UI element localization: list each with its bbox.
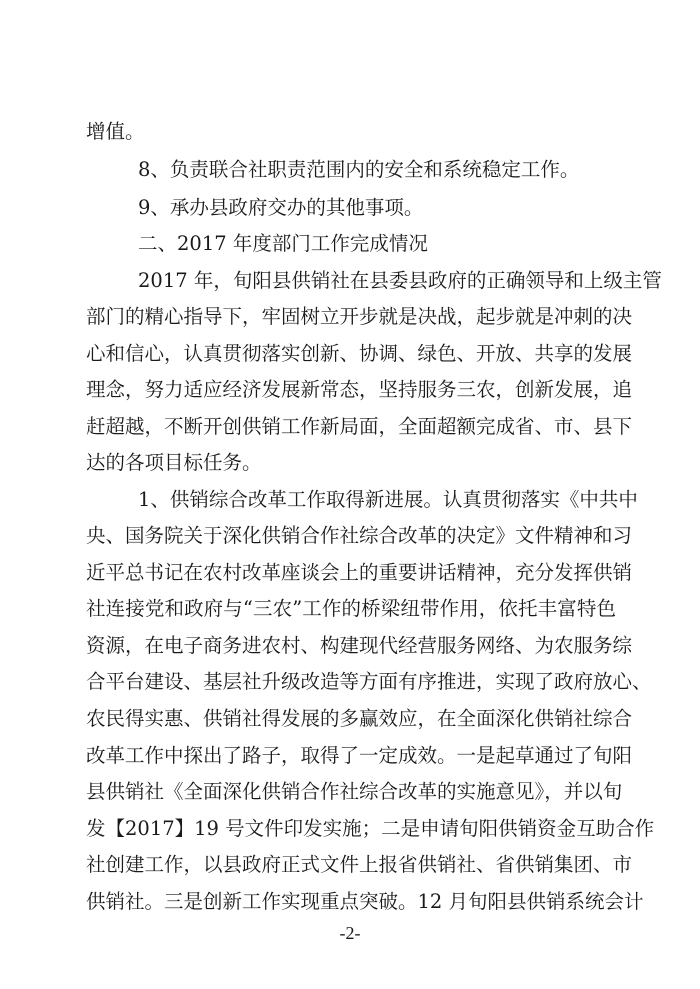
text-line: 心和信心，认真贯彻落实创新、协调、绿色、开放、共享的发展 (86, 342, 633, 365)
text-line: 赶超越，不断开创供销工作新局面，全面超额完成省、市、县下 (86, 415, 633, 438)
text-line: 社创建工作，以县政府正式文件上报省供销社、省供销集团、市 (86, 853, 633, 876)
text-line: 部门的精心指导下，牢固树立开步就是决战，起步就是冲刺的决 (86, 305, 633, 328)
text-line: 农民得实惠、供销社得发展的多赢效应，在全面深化供销社综合 (86, 707, 633, 730)
text-line: 资源，在电子商务进农村、构建现代经营服务网络、为农服务综 (86, 634, 633, 657)
text-line: 县供销社《全面深化供销合作社综合改革的实施意见》，并以旬 (86, 780, 623, 803)
text-line: 央、国务院关于深化供销合作社综合改革的决定》文件精神和习 (86, 524, 633, 547)
text-line: 2017 年，旬阳县供销社在县委县政府的正确领导和上级主管 (138, 269, 662, 292)
text-line: 改革工作中探出了路子，取得了一定成效。一是起草通过了旬阳 (86, 744, 633, 767)
text-line: 近平总书记在农村改革座谈会上的重要讲话精神，充分发挥供销 (86, 561, 633, 584)
text-line: 合平台建设、基层社升级改造等方面有序推进，实现了政府放心、 (86, 670, 652, 693)
page-number: -2- (339, 923, 361, 943)
text-line: 社连接党和政府与“三农”工作的桥梁纽带作用，依托丰富特色 (86, 597, 616, 620)
text-line: 发【2017】19 号文件印发实施；二是申请旬阳供销资金互助合作 (86, 817, 655, 840)
text-line: 达的各项目标任务。 (86, 451, 262, 474)
section-heading: 二、2017 年度部门工作完成情况 (138, 232, 428, 255)
text-line: 1、供销综合改革工作取得新进展。认真贯彻落实《中共中 (138, 488, 638, 511)
text-line: 增值。 (86, 120, 145, 143)
text-line: 9、承办县政府交办的其他事项。 (138, 196, 424, 219)
text-line: 8、负责联合社职责范围内的安全和系统稳定工作。 (138, 158, 580, 181)
text-line: 理念，努力适应经济发展新常态，坚持服务三农，创新发展，追 (86, 378, 633, 401)
text-line: 供销社。三是创新工作实现重点突破。12 月旬阳县供销系统会计 (86, 890, 644, 913)
